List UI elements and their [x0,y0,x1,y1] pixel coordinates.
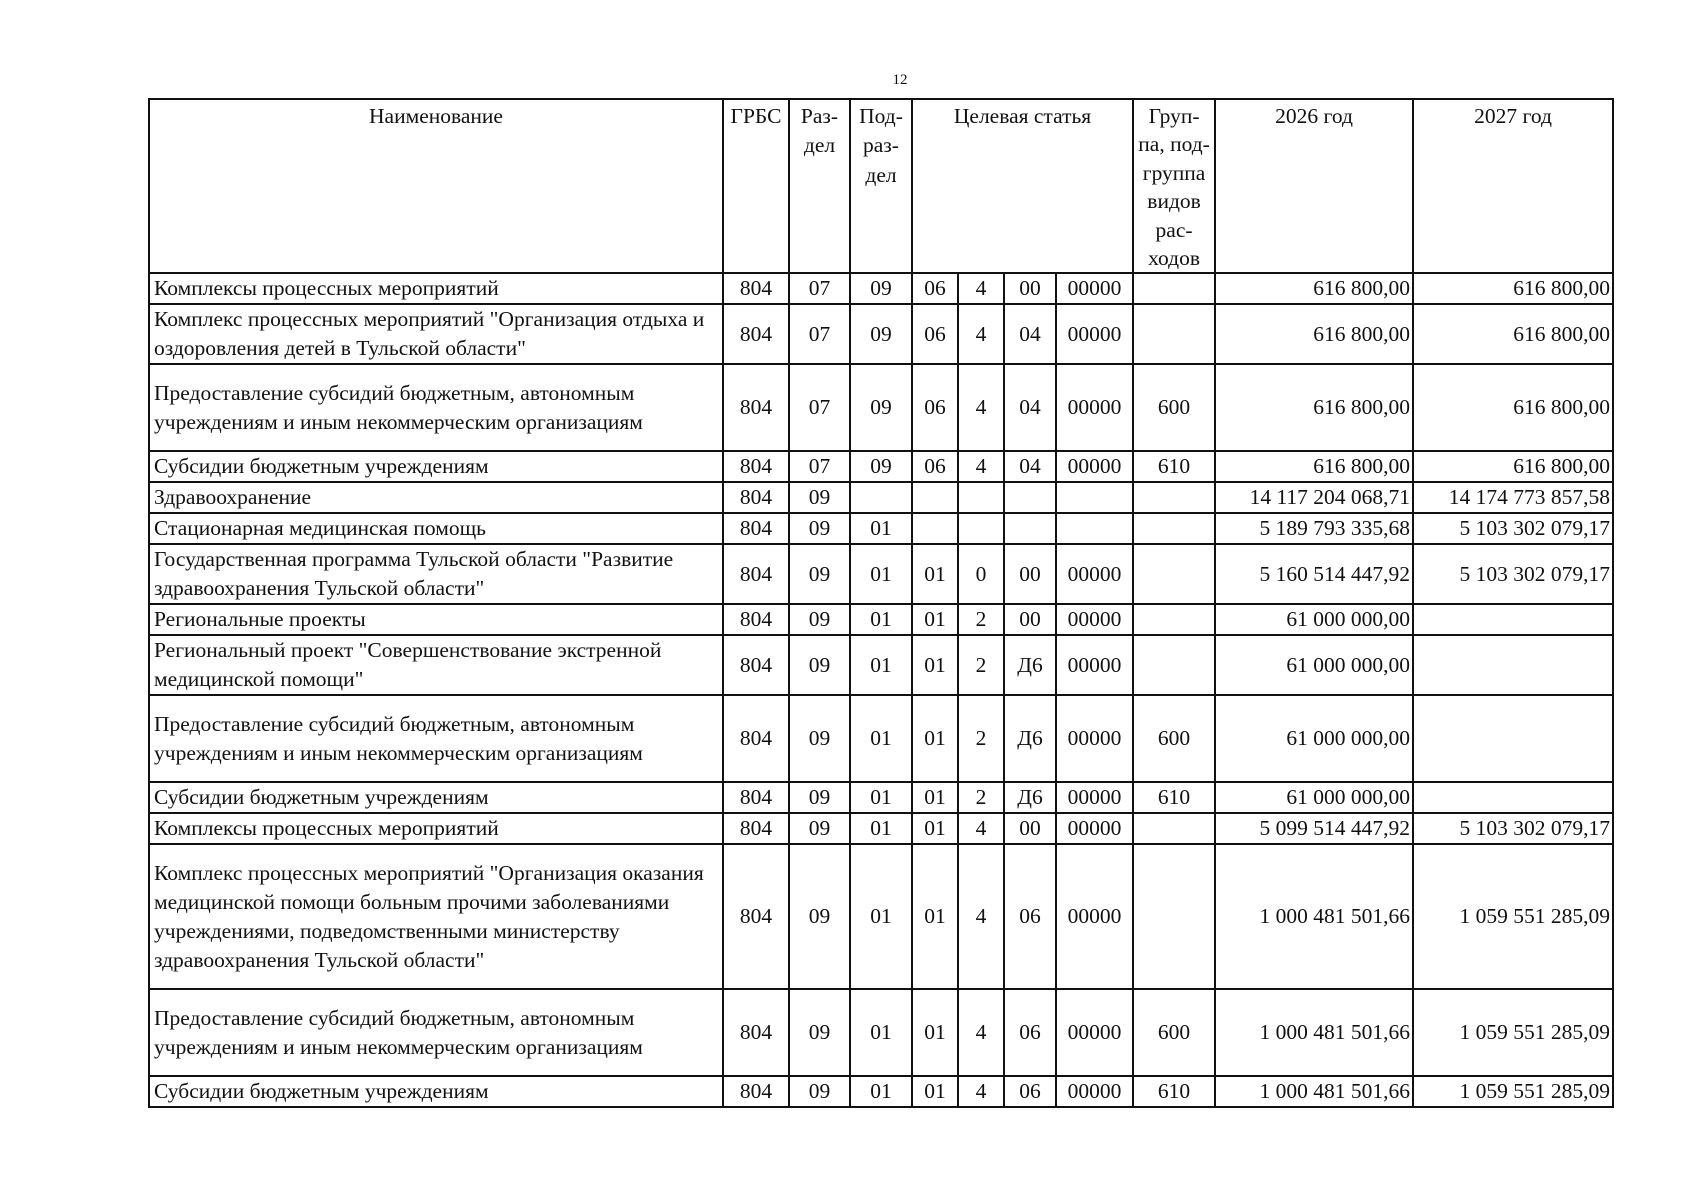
cell-name: Субсидии бюджетным учреждениям [149,1076,723,1107]
table-header [149,99,1613,273]
cell-name: Комплекс процессных мероприятий "Организация оказания медицинской помощи больным прочими заболеваниями учреждениями, подведомственными министерству здравоохранения Тульской области" [149,844,723,989]
cell-target-direction: 00000 [1056,782,1133,813]
cell-target-direction: 00000 [1056,544,1133,604]
cell-grbs: 804 [723,544,789,604]
page-number: 12 [892,72,908,88]
cell-grbs: 804 [723,782,789,813]
cell-name: Здравоохранение [149,482,723,513]
cell-amount-2027: 1 059 551 285,09 [1413,1076,1613,1107]
cell-target-code: 04 [1004,304,1056,364]
cell-target-type: 4 [958,451,1004,482]
cell-podrazdel: 01 [850,782,912,813]
table-row [149,635,1613,695]
cell-target-type: 4 [958,1076,1004,1107]
cell-amount-2027 [1413,635,1613,695]
cell-amount-2027 [1413,782,1613,813]
cell-amount-2026: 61 000 000,00 [1215,695,1413,782]
cell-amount-2027: 5 103 302 079,17 [1413,544,1613,604]
cell-target-direction [1056,482,1133,513]
cell-expense-group: 600 [1133,695,1215,782]
table-row [149,304,1613,364]
cell-target-direction: 00000 [1056,635,1133,695]
header-podrazdel: Под- раз- дел [850,99,912,273]
cell-expense-group: 610 [1133,782,1215,813]
table-row [149,451,1613,482]
cell-name: Предоставление субсидий бюджетным, автономным учреждениям и иным некоммерческим организациям [149,364,723,451]
table-body [149,273,1613,1107]
cell-target-direction: 00000 [1056,813,1133,844]
cell-razdel: 09 [789,844,850,989]
cell-podrazdel: 09 [850,364,912,451]
table-row [149,604,1613,635]
cell-target-program: 06 [912,273,958,304]
cell-podrazdel: 01 [850,813,912,844]
cell-target-direction: 00000 [1056,451,1133,482]
cell-target-program [912,482,958,513]
cell-target-program: 01 [912,695,958,782]
cell-target-type: 0 [958,544,1004,604]
cell-razdel: 09 [789,544,850,604]
cell-name: Комплексы процессных мероприятий [149,273,723,304]
table-row [149,1076,1613,1107]
cell-target-direction: 00000 [1056,604,1133,635]
header-razdel: Раз- дел [789,99,850,273]
cell-target-direction: 00000 [1056,844,1133,989]
cell-target-code: 00 [1004,604,1056,635]
cell-amount-2027 [1413,604,1613,635]
cell-target-program: 01 [912,1076,958,1107]
cell-target-program: 01 [912,604,958,635]
cell-amount-2026: 5 189 793 335,68 [1215,513,1413,544]
header-grbs: ГРБС [723,99,789,273]
cell-expense-group [1133,844,1215,989]
cell-amount-2026: 61 000 000,00 [1215,782,1413,813]
cell-target-code: 04 [1004,451,1056,482]
cell-target-program: 01 [912,989,958,1076]
cell-target-code: 06 [1004,844,1056,989]
cell-name: Предоставление субсидий бюджетным, автономным учреждениям и иным некоммерческим организациям [149,695,723,782]
cell-amount-2027 [1413,695,1613,782]
cell-amount-2026: 5 099 514 447,92 [1215,813,1413,844]
cell-podrazdel: 09 [850,451,912,482]
cell-target-code: 00 [1004,813,1056,844]
cell-razdel: 09 [789,813,850,844]
table-row [149,364,1613,451]
cell-podrazdel: 01 [850,844,912,989]
cell-target-code: 00 [1004,273,1056,304]
cell-amount-2027: 616 800,00 [1413,364,1613,451]
table-row [149,989,1613,1076]
cell-amount-2026: 61 000 000,00 [1215,635,1413,695]
cell-grbs: 804 [723,989,789,1076]
cell-name: Государственная программа Тульской области "Развитие здравоохранения Тульской области" [149,544,723,604]
table-row [149,273,1613,304]
cell-target-code: 00 [1004,544,1056,604]
cell-target-direction: 00000 [1056,695,1133,782]
cell-razdel: 09 [789,989,850,1076]
cell-target-program: 06 [912,304,958,364]
cell-name: Субсидии бюджетным учреждениям [149,451,723,482]
cell-name: Региональные проекты [149,604,723,635]
cell-amount-2027: 616 800,00 [1413,273,1613,304]
table-row [149,544,1613,604]
table-row [149,513,1613,544]
cell-razdel: 07 [789,273,850,304]
cell-podrazdel: 09 [850,273,912,304]
cell-amount-2026: 14 117 204 068,71 [1215,482,1413,513]
cell-target-type: 4 [958,364,1004,451]
cell-target-type: 2 [958,782,1004,813]
cell-grbs: 804 [723,304,789,364]
cell-target-type: 4 [958,989,1004,1076]
cell-amount-2027: 5 103 302 079,17 [1413,513,1613,544]
cell-name: Субсидии бюджетным учреждениям [149,782,723,813]
cell-grbs: 804 [723,364,789,451]
cell-grbs: 804 [723,695,789,782]
header-target-article: Целевая статья [912,99,1133,273]
cell-podrazdel: 01 [850,604,912,635]
cell-target-direction [1056,513,1133,544]
cell-target-type: 2 [958,695,1004,782]
cell-expense-group [1133,304,1215,364]
cell-grbs: 804 [723,635,789,695]
cell-target-type [958,482,1004,513]
cell-amount-2027: 14 174 773 857,58 [1413,482,1613,513]
cell-amount-2026: 61 000 000,00 [1215,604,1413,635]
cell-target-type: 4 [958,273,1004,304]
cell-razdel: 09 [789,782,850,813]
cell-target-program [912,513,958,544]
cell-podrazdel: 01 [850,635,912,695]
cell-expense-group [1133,813,1215,844]
cell-grbs: 804 [723,813,789,844]
cell-target-code: 06 [1004,1076,1056,1107]
cell-target-code [1004,513,1056,544]
cell-target-code: Д6 [1004,695,1056,782]
cell-name: Стационарная медицинская помощь [149,513,723,544]
cell-podrazdel [850,482,912,513]
cell-target-code: Д6 [1004,782,1056,813]
cell-expense-group: 610 [1133,451,1215,482]
cell-expense-group [1133,635,1215,695]
cell-amount-2026: 1 000 481 501,66 [1215,989,1413,1076]
cell-razdel: 09 [789,513,850,544]
cell-amount-2027: 1 059 551 285,09 [1413,989,1613,1076]
cell-amount-2026: 616 800,00 [1215,364,1413,451]
cell-razdel: 09 [789,1076,850,1107]
cell-razdel: 07 [789,304,850,364]
cell-grbs: 804 [723,844,789,989]
cell-grbs: 804 [723,482,789,513]
cell-amount-2026: 616 800,00 [1215,273,1413,304]
cell-podrazdel: 01 [850,1076,912,1107]
cell-grbs: 804 [723,1076,789,1107]
cell-amount-2027: 616 800,00 [1413,304,1613,364]
cell-expense-group [1133,513,1215,544]
cell-grbs: 804 [723,273,789,304]
cell-expense-group [1133,544,1215,604]
cell-razdel: 09 [789,635,850,695]
cell-target-type: 2 [958,604,1004,635]
cell-target-program: 01 [912,635,958,695]
header-expense-group: Груп- па, под- группа видов рас- ходов [1133,99,1215,273]
cell-razdel: 09 [789,604,850,635]
cell-amount-2027: 616 800,00 [1413,451,1613,482]
header-year-2027: 2027 год [1413,99,1613,273]
table-row [149,782,1613,813]
cell-target-direction: 00000 [1056,1076,1133,1107]
cell-target-code [1004,482,1056,513]
cell-podrazdel: 01 [850,513,912,544]
cell-razdel: 09 [789,695,850,782]
cell-target-program: 06 [912,451,958,482]
cell-razdel: 07 [789,364,850,451]
cell-target-direction: 00000 [1056,273,1133,304]
cell-podrazdel: 01 [850,989,912,1076]
budget-table [148,98,1614,1108]
cell-amount-2026: 1 000 481 501,66 [1215,1076,1413,1107]
cell-name: Предоставление субсидий бюджетным, автономным учреждениям и иным некоммерческим организациям [149,989,723,1076]
cell-grbs: 804 [723,451,789,482]
cell-target-program: 01 [912,782,958,813]
cell-expense-group: 610 [1133,1076,1215,1107]
header-name: Наименование [149,99,723,273]
cell-target-type: 4 [958,304,1004,364]
cell-amount-2026: 616 800,00 [1215,304,1413,364]
cell-grbs: 804 [723,513,789,544]
cell-target-program: 01 [912,844,958,989]
cell-razdel: 09 [789,482,850,513]
cell-amount-2026: 5 160 514 447,92 [1215,544,1413,604]
cell-amount-2027: 1 059 551 285,09 [1413,844,1613,989]
cell-grbs: 804 [723,604,789,635]
cell-expense-group [1133,482,1215,513]
cell-name: Комплекс процессных мероприятий "Организация отдыха и оздоровления детей в Тульской области" [149,304,723,364]
table-row [149,844,1613,989]
cell-target-direction: 00000 [1056,364,1133,451]
header-year-2026: 2026 год [1215,99,1413,273]
cell-target-direction: 00000 [1056,989,1133,1076]
cell-amount-2026: 616 800,00 [1215,451,1413,482]
cell-podrazdel: 09 [850,304,912,364]
cell-amount-2026: 1 000 481 501,66 [1215,844,1413,989]
cell-target-code: 04 [1004,364,1056,451]
cell-podrazdel: 01 [850,544,912,604]
cell-target-type: 4 [958,844,1004,989]
cell-expense-group [1133,604,1215,635]
cell-name: Региональный проект "Совершенствование экстренной медицинской помощи" [149,635,723,695]
cell-expense-group: 600 [1133,364,1215,451]
cell-expense-group [1133,273,1215,304]
cell-podrazdel: 01 [850,695,912,782]
cell-razdel: 07 [789,451,850,482]
cell-name: Комплексы процессных мероприятий [149,813,723,844]
cell-target-program: 01 [912,813,958,844]
table-row [149,482,1613,513]
cell-target-program: 01 [912,544,958,604]
cell-target-program: 06 [912,364,958,451]
cell-target-type: 4 [958,813,1004,844]
table-row [149,695,1613,782]
cell-target-code: Д6 [1004,635,1056,695]
cell-target-direction: 00000 [1056,304,1133,364]
cell-target-code: 06 [1004,989,1056,1076]
cell-expense-group: 600 [1133,989,1215,1076]
cell-amount-2027: 5 103 302 079,17 [1413,813,1613,844]
cell-target-type: 2 [958,635,1004,695]
table-row [149,813,1613,844]
cell-target-type [958,513,1004,544]
